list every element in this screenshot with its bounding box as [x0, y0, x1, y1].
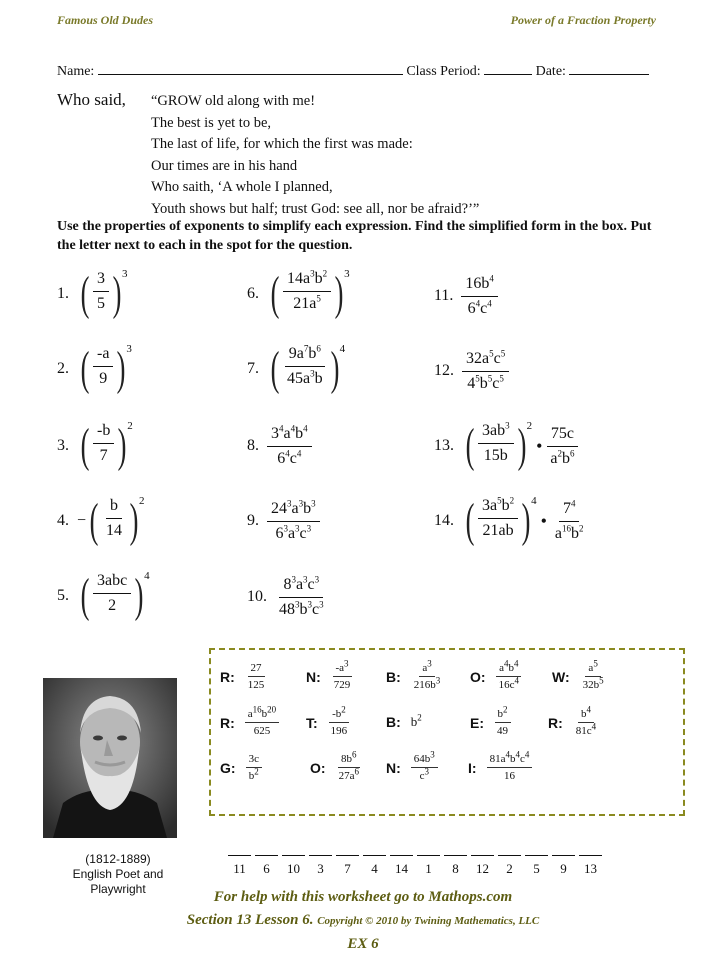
answer-choices-box — [209, 648, 685, 816]
option-W: W: $a^5$ $32b^5$ — [552, 658, 604, 692]
period-label: Class Period: — [406, 64, 481, 79]
answer-slot[interactable]: 12 — [471, 855, 494, 877]
answer-slot[interactable]: 11 — [228, 855, 251, 877]
answer-slot[interactable]: 7 — [336, 855, 359, 877]
problem-9: 9. $24^3a^3b^3$ $6^3a^3c^3$ — [247, 500, 320, 542]
option-O-2: O: $8b^6$ $27a^6$ — [310, 749, 359, 783]
problem-13: 13. ( $3ab^3$ 15b ) 2 • 75c $a^2b^6$ — [434, 422, 579, 470]
problem-number: 3. — [57, 437, 69, 454]
footer-lesson: Section 13 Lesson 6. — [186, 912, 314, 928]
option-N-1: N: $-a^3$ 729 — [306, 658, 351, 692]
problem-number: 14. — [434, 512, 454, 529]
problem-2: 2. ( -a 9 ) 3 — [57, 342, 132, 395]
header-left: Famous Old Dudes — [57, 13, 154, 27]
instructions: Use the properties of exponents to simplify each expression. Find the simplified form in the box. Put the letter next to each in the spot for the question. — [57, 219, 652, 253]
caption-line: English Poet and — [72, 867, 164, 881]
option-B-1: B: $a^3$ $216b^3$ — [386, 658, 441, 692]
footer-help: For help with this worksheet go to Mathops.com — [213, 889, 513, 905]
option-R-1: R: 27 125 — [220, 662, 265, 692]
problem-5: 5. ( 3abc 2 ) 4 — [57, 569, 150, 622]
option-E: E: $b^2$ 49 — [470, 708, 511, 737]
problem-number: 10. — [247, 588, 267, 606]
problem-1: 1. ( 3 5 ) 3 — [57, 267, 128, 320]
date-field[interactable] — [569, 62, 649, 75]
option-T: T: $-b^2$ 196 — [306, 704, 348, 738]
problem-number: 1. — [57, 285, 69, 302]
problem-number: 9. — [247, 512, 259, 530]
option-O-1: O: $a^4b^4$ $16c^4$ — [470, 662, 522, 691]
problem-14: 14. ( $3a^5b^2$ 21ab ) 4 • $7^4$ $a^{16}b^2$ — [434, 494, 584, 547]
answer-slots — [228, 855, 606, 877]
option-N-2: N: $64b^3$ $c^3$ — [386, 753, 438, 782]
period-field[interactable] — [484, 62, 532, 75]
problem-number: 12. — [434, 362, 454, 380]
caption-line: Playwright — [90, 882, 146, 896]
problem-number: 4. — [57, 512, 69, 529]
quote-block — [151, 91, 479, 220]
answer-slot[interactable]: 3 — [309, 855, 332, 877]
problem-6: 6. ( $14a^3b^2$ $21a^5$ ) 3 — [247, 267, 350, 320]
footer-section — [0, 912, 726, 929]
footer-copyright: Copyright © 2010 by Twining Mathematics, LLC — [317, 915, 540, 927]
answer-slot[interactable]: 13 — [579, 855, 602, 877]
option-G: G: 3c $b^2$ — [220, 753, 262, 782]
answer-slot[interactable]: 14 — [390, 855, 413, 877]
problem-11: 11. $16b^4$ $6^4c^4$ — [434, 275, 498, 317]
name-line — [57, 62, 649, 80]
quote-line: “GROW old along with me! — [151, 93, 316, 109]
option-B-2: B: $b^2$ — [386, 712, 422, 730]
answer-slot[interactable]: 4 — [363, 855, 386, 877]
problem-number: 5. — [57, 587, 69, 604]
problem-number: 11. — [434, 287, 454, 305]
name-field[interactable] — [98, 62, 403, 75]
quote-line: Our times are in his hand — [151, 157, 298, 174]
option-R-2: R: $a^{16}b^{20}$ 625 — [220, 708, 279, 737]
option-R-3: R: $b^4$ $81c^4$ — [548, 704, 597, 738]
poet-portrait — [43, 678, 177, 838]
answer-slot[interactable]: 10 — [282, 855, 305, 877]
problem-7: 7. ( $9a^7b^6$ $45a^3b$ ) 4 — [247, 342, 346, 395]
quote-line: Who saith, ‘A whole I planned, — [151, 179, 333, 195]
option-I: I: $81a^4b^4c^4$ 16 — [468, 753, 532, 782]
problem-number: 13. — [434, 437, 454, 454]
problem-12: 12. $32a^5c^5$ $4^5b^5c^5$ — [434, 350, 509, 392]
answer-slot[interactable]: 1 — [417, 855, 440, 877]
problem-number: 8. — [247, 437, 259, 455]
caption-years: (1812-1889) — [85, 852, 151, 866]
problem-8: 8. $3^4a^4b^4$ $6^4c^4$ — [247, 425, 312, 467]
quote-line: The last of life, for which the first was made: — [151, 136, 413, 152]
date-label: Date: — [535, 64, 566, 79]
problem-3: 3. ( -b 7 ) 2 — [57, 419, 133, 472]
answer-slot[interactable]: 5 — [525, 855, 548, 877]
answer-slot[interactable]: 2 — [498, 855, 521, 877]
answer-slot[interactable]: 8 — [444, 855, 467, 877]
portrait-image — [43, 678, 177, 838]
problem-number: 2. — [57, 360, 69, 377]
problem-10: 10. $8^3a^3c^3$ $48^3b^3c^3$ — [247, 574, 324, 618]
header-right: Power of a Fraction Property — [510, 13, 656, 27]
footer-example: EX 6 — [347, 936, 379, 952]
who-said-label: Who said, — [57, 90, 126, 109]
name-label: Name: — [57, 64, 95, 79]
problem-number: 6. — [247, 285, 259, 302]
quote-line: Youth shows but half; trust God: see all, nor be afraid?’” — [151, 200, 480, 217]
answer-slot[interactable]: 9 — [552, 855, 575, 877]
answer-slot[interactable]: 6 — [255, 855, 278, 877]
quote-line: The best is yet to be, — [151, 114, 272, 131]
problem-4: 4. − ( b 14 ) 2 — [57, 494, 145, 547]
problem-number: 7. — [247, 360, 259, 377]
